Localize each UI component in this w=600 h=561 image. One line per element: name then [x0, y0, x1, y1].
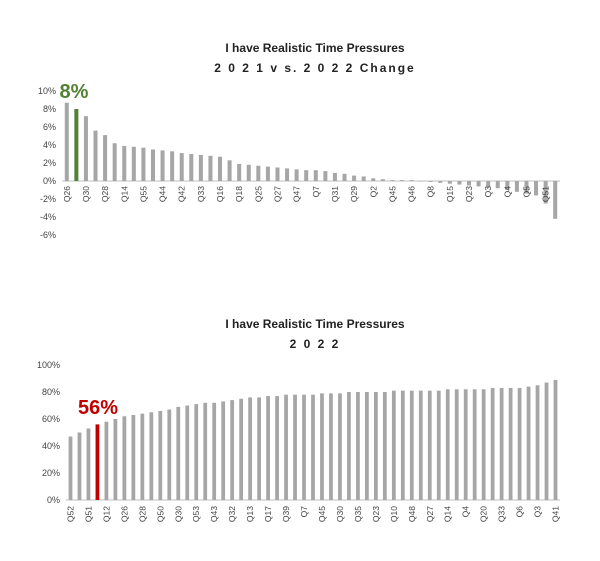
bar — [473, 389, 477, 500]
bar — [151, 150, 155, 182]
x-tick-label: Q6 — [514, 506, 525, 518]
x-tick-label: Q44 — [157, 186, 168, 203]
bar — [333, 173, 337, 181]
bar — [410, 391, 414, 500]
bar — [302, 395, 306, 500]
bar — [467, 181, 471, 186]
bar — [400, 180, 404, 181]
y-tick-label: 100% — [36, 360, 60, 370]
bar — [122, 146, 126, 181]
bar — [362, 177, 366, 182]
bar — [374, 392, 378, 500]
x-tick-label: Q7 — [299, 506, 310, 518]
bar — [69, 437, 73, 500]
x-tick-label: Q35 — [352, 506, 363, 523]
bar — [515, 181, 519, 192]
highlight-bar — [96, 424, 100, 500]
y-tick-label: -4% — [39, 212, 56, 222]
x-tick-label: Q51 — [83, 506, 94, 523]
x-tick-label: Q26 — [119, 506, 130, 523]
bar — [257, 397, 261, 500]
x-tick-label: Q23 — [464, 186, 475, 203]
bar — [428, 391, 432, 500]
bar — [496, 181, 500, 188]
y-tick-label: 0% — [42, 176, 56, 186]
bar — [320, 393, 324, 500]
highlight-bar — [74, 109, 78, 181]
x-tick-label: Q30 — [173, 506, 184, 523]
x-tick-label: Q3 — [483, 186, 494, 198]
bar — [419, 181, 423, 182]
x-tick-label: Q17 — [263, 506, 274, 523]
bar — [554, 380, 558, 500]
bar — [167, 410, 171, 500]
bar — [338, 393, 342, 500]
bar — [266, 167, 270, 181]
bar — [131, 415, 135, 500]
bar — [247, 165, 251, 181]
y-tick-label: 60% — [41, 414, 60, 424]
bar — [392, 391, 396, 500]
x-tick-label: Q45 — [387, 186, 398, 203]
bar — [149, 412, 153, 500]
bar — [256, 166, 260, 181]
x-tick-label: Q41 — [550, 506, 561, 523]
bar — [285, 168, 289, 181]
bar — [323, 171, 327, 181]
bar — [509, 388, 513, 500]
x-tick-label: Q46 — [406, 186, 417, 203]
x-tick-label: Q12 — [101, 506, 112, 523]
bar — [275, 168, 279, 182]
x-tick-label: Q30 — [80, 186, 91, 203]
bar — [176, 407, 180, 500]
x-tick-label: Q29 — [349, 186, 360, 203]
year-chart — [37, 317, 561, 522]
bar — [329, 393, 333, 500]
x-tick-label: Q23 — [370, 506, 381, 523]
bar — [122, 416, 126, 500]
bar — [371, 178, 375, 181]
bar — [352, 176, 356, 181]
bar — [347, 392, 351, 500]
bar — [87, 428, 91, 500]
bar — [170, 151, 174, 181]
bar — [161, 150, 165, 181]
x-tick-label: Q2 — [368, 186, 379, 198]
x-tick-label: Q15 — [444, 186, 455, 203]
bar — [230, 400, 234, 500]
x-tick-label: Q28 — [100, 186, 111, 203]
bar — [491, 388, 495, 500]
chart1-title: I have Realistic Time Pressures — [225, 41, 405, 55]
bar — [94, 131, 98, 181]
chart2-subtitle: 2 0 2 2 — [289, 337, 341, 351]
bar — [203, 403, 207, 500]
bar — [293, 395, 297, 500]
bar — [534, 181, 538, 195]
bar — [141, 148, 145, 181]
bar — [553, 181, 557, 219]
bar — [208, 156, 212, 181]
bar — [401, 391, 405, 500]
y-tick-label: 2% — [42, 158, 56, 168]
x-tick-label: Q51 — [540, 186, 551, 203]
y-tick-label: 20% — [41, 468, 60, 478]
bar — [477, 181, 481, 186]
bar — [419, 391, 423, 500]
change-chart — [38, 41, 560, 240]
x-tick-label: Q30 — [334, 506, 345, 523]
bar — [194, 404, 198, 500]
x-tick-label: Q18 — [234, 186, 245, 203]
x-tick-label: Q16 — [215, 186, 226, 203]
bar — [429, 181, 433, 182]
bar — [438, 181, 442, 183]
bar — [84, 116, 88, 181]
x-tick-label: Q39 — [281, 506, 292, 523]
x-tick-label: Q14 — [442, 506, 453, 523]
x-tick-label: Q42 — [176, 186, 187, 203]
bar — [221, 401, 225, 500]
x-tick-label: Q8 — [425, 186, 436, 198]
bar — [103, 135, 107, 181]
bar — [314, 170, 318, 181]
chart2-bars — [69, 380, 558, 500]
bar — [228, 160, 232, 181]
x-tick-label: Q3 — [532, 506, 543, 518]
chart2-callout: 56% — [77, 397, 119, 419]
bar — [446, 389, 450, 500]
y-tick-label: 8% — [42, 104, 56, 114]
bar — [218, 157, 222, 181]
bar — [545, 383, 549, 500]
x-tick-label: Q27 — [272, 186, 283, 203]
x-tick-label: Q55 — [138, 186, 149, 203]
x-tick-label: Q4 — [460, 506, 471, 518]
bar — [457, 181, 461, 185]
x-tick-label: Q4 — [502, 185, 513, 198]
x-tick-label: Q7 — [310, 186, 321, 198]
bar — [105, 422, 109, 500]
bar — [295, 169, 299, 181]
bar — [180, 153, 184, 181]
bar — [284, 395, 288, 500]
bar — [65, 103, 69, 181]
x-tick-label: Q27 — [424, 506, 435, 523]
bar — [381, 179, 385, 181]
x-tick-label: Q47 — [291, 186, 302, 203]
y-tick-label: 10% — [37, 86, 56, 96]
chart1-x-tick-labels — [62, 186, 551, 202]
bar — [189, 154, 193, 181]
bar — [536, 385, 540, 500]
bar — [343, 174, 347, 181]
x-tick-label: Q5 — [521, 186, 532, 198]
bar — [311, 395, 315, 500]
x-tick-label: Q31 — [329, 186, 340, 203]
bar — [448, 181, 452, 184]
y-tick-label: 40% — [41, 441, 60, 451]
bar — [199, 155, 203, 181]
bar — [275, 396, 279, 500]
x-tick-label: Q53 — [191, 506, 202, 523]
chart1-callout: 8% — [59, 81, 89, 103]
x-tick-label: Q13 — [245, 506, 256, 523]
x-tick-label: Q45 — [316, 506, 327, 523]
x-tick-label: Q50 — [155, 506, 166, 523]
bar — [113, 143, 117, 181]
x-tick-label: Q10 — [388, 506, 399, 523]
x-tick-label: Q32 — [227, 506, 238, 523]
y-tick-label: -6% — [39, 230, 56, 240]
y-tick-label: -2% — [39, 194, 56, 204]
x-tick-label: Q14 — [119, 186, 130, 203]
bar — [390, 180, 394, 181]
bar — [383, 392, 387, 500]
y-tick-label: 0% — [46, 495, 60, 505]
bar — [78, 433, 82, 501]
bar — [158, 411, 162, 500]
bar — [365, 392, 369, 500]
bar — [212, 403, 216, 500]
bar — [482, 389, 486, 500]
x-tick-label: Q28 — [137, 506, 148, 523]
bar — [185, 406, 189, 501]
x-tick-label: Q26 — [61, 186, 72, 203]
x-tick-label: Q43 — [209, 506, 220, 523]
chart2-x-tick-labels — [65, 506, 560, 522]
y-tick-label: 6% — [42, 122, 56, 132]
y-tick-label: 4% — [42, 140, 56, 150]
bar — [132, 147, 136, 181]
chart1-subtitle: 2 0 2 1 v s. 2 0 2 2 Change — [214, 61, 416, 75]
x-tick-label: Q20 — [478, 506, 489, 523]
bar — [237, 164, 241, 181]
bar — [527, 387, 531, 500]
bar — [518, 388, 522, 500]
bar — [248, 397, 252, 500]
chart2-title: I have Realistic Time Pressures — [225, 317, 405, 331]
x-tick-label: Q33 — [496, 505, 507, 523]
bar — [464, 389, 468, 500]
x-tick-label: Q25 — [253, 186, 264, 203]
bar — [455, 389, 459, 500]
bar — [266, 396, 270, 500]
bar — [140, 414, 144, 500]
y-tick-label: 80% — [41, 387, 60, 397]
x-tick-label: Q52 — [65, 506, 76, 523]
bar — [239, 399, 243, 500]
bar — [356, 392, 360, 500]
bar — [410, 180, 414, 181]
bar — [304, 170, 308, 181]
bar — [500, 388, 504, 500]
x-tick-label: Q48 — [406, 506, 417, 523]
bar — [437, 391, 441, 500]
x-tick-label: Q33 — [195, 186, 206, 203]
bar — [114, 419, 118, 500]
